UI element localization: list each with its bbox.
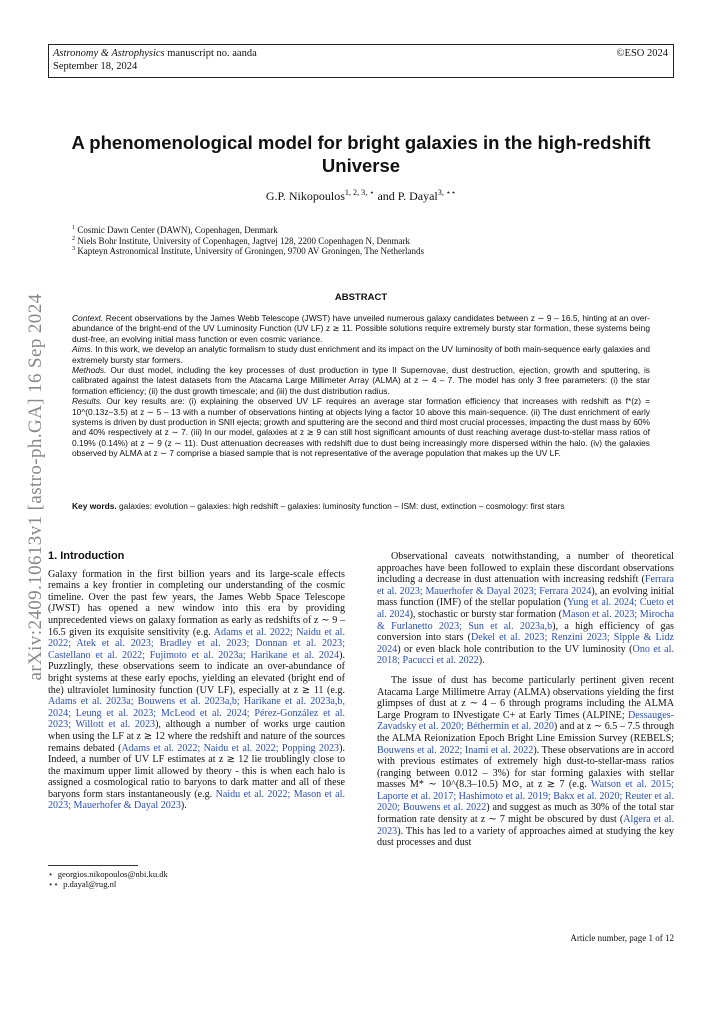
paper-title: A phenomenological model for bright galaxies in the high-redshift Universe [71,132,651,176]
intro-paragraph-2: Observational caveats notwithstanding, a number of theoretical approaches have been followed to explain these discordant observations including a decrease in dust attenuation with increasing redshift (Ferrara et al. 2023; Mauerhofer & Dayal 2023; Ferrara 2024), an evolving initial mass function (IMF) of the stellar population (Yung et al. 2024; Cueto et al. 2024), stochastic or bursty star formation (Mason et al. 2023; Mirocha & Furlanetto 2023; Sun et al. 2023a,b), a high efficiency of gas conversion into stars (Dekel et al. 2023; Renzini 2023; Sipple & Lidz 2024) or even black hole contribution to the UV luminosity (Ono et al. 2018; Pacucci et al. 2022). [377,551,675,667]
footnote-rule [48,865,138,866]
abstract [72,313,650,459]
abstract-context: Context. Recent observations by the James Webb Telescope (JWST) have unveiled numerous galaxy candidates between z ∼ 9 – 16.5, hinting at an over-abundance of the bright-end of the UV Luminosity Function (UV LF) z ≳ 11. Possible solutions require extremely bursty star formation, these systems being dust-free, an evolving initial mass function or even cosmic variance. [72,313,650,344]
citation-link[interactable]: Dekel et al. 2023; Renzini 2023; Sipple & Lidz 2024 [377,632,674,655]
affiliation-2: $^2$ Niels Bohr Institute, University of Copenhagen, Jagtvej 128, 2200 Copenhagen N, Denmark [72,235,411,246]
left-column [48,551,345,820]
arxiv-id: arXiv:2409.10613v1 [astro-ph.GA] 16 Sep 2024 [25,293,46,681]
abstract-results: Results. Our key results are: (i) explaining the observed UV LF requires an average star formation efficiency that increases with redshift as f*(z) = 10^(0.13z−3.5) at z ∼ 5 – 13 with a number of observations hinting at objects lying a factor 10 above this main-sequence. (ii) The dust enrichment of early systems is driven by dust production in SNII ejecta; growth and sputtering are the second and third most crucial processes, impacting the dust mass by 60% and 40% respectively at z ∼ 7. (iii) In our model, galaxies at z ≳ 9 can still host significant amounts of dust reaching average dust-to-stellar mass ratios of 0.19% (0.14%) at z ∼ 9 (z ∼ 11). Dust attenuation decreases with redshift due to dust being increasingly more dispersed within the halo. (iv) the galaxies observed by ALMA at z ∼ 7 comprise a biased sample that is not representative of the average population that makes up the UV LF. [72,396,650,459]
author-2-affil: 3, ⋆⋆ [437,188,457,197]
footnotes [48,869,338,889]
section-heading: 1. Introduction [48,550,125,562]
citation-link[interactable]: Ono et al. 2018; Pacucci et al. 2022 [377,643,674,667]
author-1-affil: 1, 2, 3, ⋆ [344,188,375,197]
citation-link[interactable]: Bouwens et al. 2022; Inami et al. 2022 [377,744,534,756]
email-link[interactable]: georgios.nikopoulos@nbi.ku.dk [57,869,168,879]
abstract-heading: ABSTRACT [334,292,388,303]
author-2: P. Dayal [397,189,438,203]
citation-link[interactable]: Algera et al. 2023 [377,814,675,837]
citation-link[interactable]: Mason et al. 2023; Mirocha & Furlanetto 2023; Sun et al. 2023a,b [377,608,674,632]
journal-name: Astronomy & Astrophysics [53,48,165,59]
arxiv-stamp [23,292,49,682]
citation-link[interactable]: Watson et al. 2015; Laporte et al. 2017; Hashimoto et al. 2019; Bakx et al. 2020; Reuter et al. 2020; Bouwens et al. 2022 [377,779,674,814]
header-date: September 18, 2024 [53,61,138,72]
email-link[interactable]: p.dayal@rug.nl [63,879,117,890]
footnote-2: ⋆⋆ p.dayal@rug.nl [48,879,117,890]
journal-header [48,44,674,78]
footnote-1: ⋆ georgios.nikopoulos@nbi.ku.dk [48,869,168,879]
intro-paragraph-3: The issue of dust has become particularly pertinent given recent Atacama Large Millimetre Array (ALMA) observations yielding the first glimpses of dust at z ∼ 4 – 6 through programs including the ALMA Large Program to INvestigate C+ at Early Times (ALPINE; Dessauges-Zavadsky et al. 2020; Béthermin et al. 2020) and at z ∼ 6.5 – 7.5 through the ALMA Reionization Epoch Bright Line Emission Survey (REBELS; Bouwens et al. 2022; Inami et al. 2022). These observations are in accord with previous estimates of extremely high dust-to-stellar-mass ratios (ranging between 0.012 – 3%) for star forming galaxies with stellar masses M* ∼ 10^(8.3–10.5) M⊙, at z ≳ 7 (e.g. Watson et al. 2015; Laporte et al. 2017; Hashimoto et al. 2019; Bakx et al. 2020; Reuter et al. 2020; Bouwens et al. 2022) and suggest as much as 30% of the total star formation rate density at z ∼ 7 might be obscured by dust (Algera et al. 2023). This has led to a variety of approaches aimed at studying the key dust processes and dust [377,674,675,849]
author-list [48,189,674,203]
citation-link[interactable]: Ferrara et al. 2023; Mauerhofer & Dayal 2023; Ferrara 2024 [377,574,674,597]
affiliation-1: $^1$ Cosmic Dawn Center (DAWN), Copenhagen, Denmark [72,225,278,235]
author-conjunction: and [374,189,398,203]
citation-link[interactable]: Adams et al. 2022; Naidu et al. 2022; Popping 2023 [121,742,340,754]
manuscript-number: manuscript no. aanda [164,48,257,59]
citation-link[interactable]: Naidu et al. 2022; Mason et al. 2023; Mauerhofer & Dayal 2023 [48,788,345,812]
citation-link[interactable]: Adams et al. 2023a; Bouwens et al. 2023a,b; Harikane et al. 2023a,b, 2024; Leung et al. 2023; McLeod et al. 2024; Pérez-González et al. 2023; Willott et al. 2023 [48,696,345,731]
copyright: ©ESO 2024 [616,48,668,59]
right-column [377,551,674,857]
citation-link[interactable]: Dessauges-Zavadsky et al. 2020; Béthermin et al. 2020 [377,709,674,733]
affiliations [72,225,672,257]
affiliation-3: $^3$ Kapteyn Astronomical Institute, University of Groningen, 9700 AV Groningen, The Netherlands [72,246,425,257]
keywords: Key words. galaxies: evolution – galaxies: high redshift – galaxies: luminosity function – ISM: dust, extinction – cosmology: first stars [72,501,565,511]
page-footer: Article number, page 1 of 12 [570,933,674,943]
author-1: G.P. Nikopoulos [265,189,345,203]
intro-paragraph-1: Galaxy formation in the first billion years and its large-scale effects remains a key frontier in completing our understanding of the cosmic timeline. Over the past few years, the James Webb Space Telescope (JWST) has opened a new window into this era by providing unprecedented views on galaxy formation as early as redshifts of z ∼ 9 – 16.5 given its exquisite sensitivity (e.g. Adams et al. 2022; Naidu et al. 2022; Atek et al. 2023; Bradley et al. 2023; Donnan et al. 2023; Castellano et al. 2022; Fujimoto et al. 2023a; Harikane et al. 2024). Puzzlingly, these observations seem to indicate an over-abundance of bright systems at these early epochs, yielding an elevated (bright end of the) ultraviolet luminosity function (UV LF), especially at z ≳ 11 (e.g. Adams et al. 2023a; Bouwens et al. 2023a,b; Harikane et al. 2023a,b, 2024; Leung et al. 2023; McLeod et al. 2024; Pérez-González et al. 2023; Willott et al. 2023), although a number of works urge caution when using the LF at z ≳ 12 where the redshift and nature of the sources remains debated (Adams et al. 2022; Naidu et al. 2022; Popping 2023). Indeed, a number of UV LF estimates at z ≳ 12 lie troublingly close to the maximum upper limit allowed by theory - this is when each halo is assigned a cosmological ratio to baryons to dark matter and all of these baryons form stars instantaneously (e.g. Naidu et al. 2022; Mason et al. 2023; Mauerhofer & Dayal 2023). [48,568,345,812]
abstract-aims: Aims. In this work, we develop an analytic formalism to study dust enrichment and its impact on the UV luminosity of both main-sequence early galaxies and extremely bursty star formers. [72,344,650,365]
citation-link[interactable]: Yung et al. 2024; Cueto et al. 2024 [377,597,674,620]
abstract-methods: Methods. Our dust model, including the key processes of dust production in type II Supernovae, dust destruction, ejection, growth and sputtering, is calibrated against the latest datasets from the Atacama Large Millimeter Array (ALMA) at z ∼ 4 – 7. The model has only 3 free parameters: (i) the star formation efficiency; (ii) the dust growth timescale; and (iii) the dust distribution radius. [72,365,650,396]
citation-link[interactable]: Adams et al. 2022; Naidu et al. 2022; Atek et al. 2023; Bradley et al. 2023; Donnan et al. 2023; Castellano et al. 2022; Fujimoto et al. 2023a; Harikane et al. 2024 [48,626,345,661]
journal-line [53,47,669,60]
